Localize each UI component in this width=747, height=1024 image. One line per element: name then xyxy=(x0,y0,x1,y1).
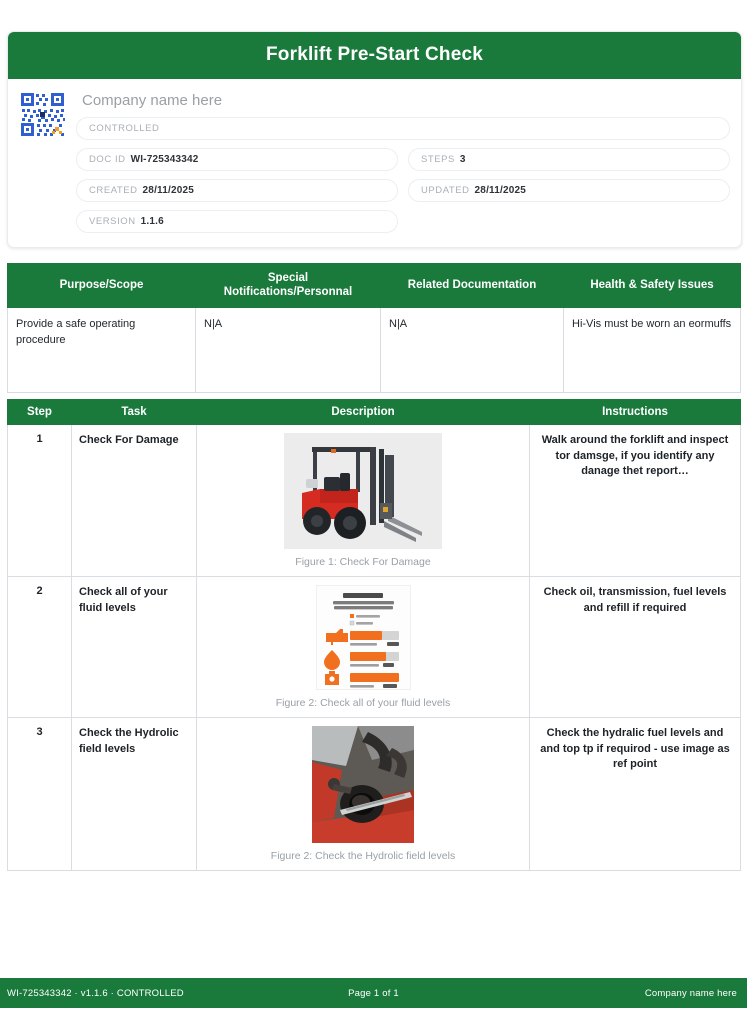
table-row xyxy=(8,425,741,577)
figure-container xyxy=(204,726,522,862)
figure-caption: Figure 1: Check For Damage xyxy=(295,556,431,568)
steps-table xyxy=(7,399,741,871)
step-description xyxy=(197,718,530,871)
footer-company-name: Company name here xyxy=(644,987,737,999)
field-doc-id-value: WI-725343342 xyxy=(130,154,199,165)
step-number: 3 xyxy=(8,718,72,871)
qr-code-icon xyxy=(19,91,66,138)
info-table-header-row xyxy=(8,264,741,308)
company-name: Company name here xyxy=(82,92,223,109)
company-row xyxy=(19,89,730,233)
info-header-special-line1: Special xyxy=(267,272,309,284)
figure-container xyxy=(204,585,522,709)
steps-header-description: Description xyxy=(197,400,530,425)
field-version[interactable] xyxy=(76,210,398,233)
forklift-photo xyxy=(284,433,442,549)
hydraulic-fill-photo xyxy=(312,726,414,843)
figure-caption: Figure 2: Check the Hydrolic field levels xyxy=(270,850,456,862)
status-badge: CONTROLLED xyxy=(89,123,160,134)
step-task: Check all of your fluid levels xyxy=(72,577,197,718)
steps-table-header-row xyxy=(8,400,741,425)
field-doc-id-label: DOC ID xyxy=(89,154,126,165)
field-updated-value: 28/11/2025 xyxy=(474,185,527,196)
field-created-label: CREATED xyxy=(89,185,138,196)
footer-left-text: WI-725343342 · v1.1.6 · CONTROLLED xyxy=(7,987,184,999)
field-updated-label: UPDATED xyxy=(421,185,470,196)
field-steps-value: 3 xyxy=(459,154,466,165)
field-steps-label: STEPS xyxy=(421,154,455,165)
step-number: 1 xyxy=(8,425,72,577)
steps-header-step: Step xyxy=(8,400,72,425)
info-cell-special: N|A xyxy=(196,307,381,392)
field-created-value: 28/11/2025 xyxy=(142,185,195,196)
document-meta-body xyxy=(8,79,741,247)
step-instructions: Walk around the forklift and inspect tor damsge, if you identify any danage thet report… xyxy=(530,425,741,577)
field-created[interactable] xyxy=(76,179,398,202)
page-footer xyxy=(0,978,747,1008)
steps-header-task: Task xyxy=(72,400,197,425)
meta-row-1 xyxy=(76,148,730,171)
field-doc-id[interactable] xyxy=(76,148,398,171)
field-updated[interactable] xyxy=(408,179,730,202)
table-row xyxy=(8,577,741,718)
document-header-card xyxy=(7,31,742,248)
info-header-purpose xyxy=(8,264,196,308)
info-header-related-doc-line1: Related Documentation xyxy=(407,279,537,292)
field-version-label: VERSION xyxy=(89,216,136,227)
footer-page-number: Page 1 of 1 xyxy=(348,987,399,999)
info-table xyxy=(7,263,741,393)
info-header-health-safety-line1: Health & Safety Issues xyxy=(590,279,714,292)
info-cell-health-safety: Hi-Vis must be worn an eormuffs xyxy=(564,307,741,392)
info-header-special-line2: Notifications/Personnal xyxy=(223,286,353,299)
step-number: 2 xyxy=(8,577,72,718)
page-title: Forklift Pre-Start Check xyxy=(8,32,741,79)
info-header-related-doc xyxy=(381,264,564,308)
field-steps[interactable] xyxy=(408,148,730,171)
step-task: Check the Hydrolic field levels xyxy=(72,718,197,871)
fluid-levels-infographic xyxy=(316,585,411,690)
info-table-row xyxy=(8,307,741,392)
field-version-value: 1.1.6 xyxy=(140,216,164,227)
status-field[interactable] xyxy=(76,117,730,140)
figure-caption: Figure 2: Check all of your fluid levels xyxy=(275,697,451,709)
step-instructions: Check the hydralic fuel levels and and top tp if requirod - use image as ref point xyxy=(530,718,741,871)
steps-header-instructions: Instructions xyxy=(530,400,741,425)
info-header-purpose-line1: Purpose/Scope xyxy=(59,279,144,292)
info-cell-purpose: Provide a safe operating procedure xyxy=(8,307,196,392)
figure-container xyxy=(204,433,522,568)
meta-row-3 xyxy=(76,210,730,233)
table-row xyxy=(8,718,741,871)
company-fields xyxy=(76,89,730,233)
step-instructions: Check oil, transmission, fuel levels and refill if required xyxy=(530,577,741,718)
info-cell-related-doc: N|A xyxy=(381,307,564,392)
step-description xyxy=(197,425,530,577)
info-header-health-safety xyxy=(564,264,741,308)
step-description xyxy=(197,577,530,718)
meta-row-2 xyxy=(76,179,730,202)
step-task: Check For Damage xyxy=(72,425,197,577)
info-header-special xyxy=(196,264,381,308)
